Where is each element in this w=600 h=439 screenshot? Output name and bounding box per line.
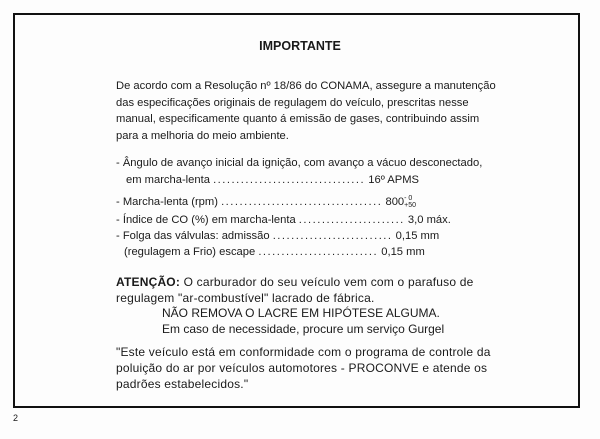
spec-co-value: 3,0 máx. (407, 214, 451, 226)
spec-idle-label: - Marcha-lenta (rpm) (116, 195, 218, 208)
page-title: IMPORTANTE (259, 39, 341, 53)
spec-ignition-line1: - Ângulo de avanço inicial da ignição, com avanço a vácuo desconectado, (116, 157, 483, 169)
spec-ignition-label: em marcha-lenta (126, 174, 210, 186)
warning-line-2: Em caso de necessidade, procure um serviço Gurgel (162, 322, 445, 336)
spec-ignition-line2 (126, 174, 419, 186)
spec-valve-value: 0,15 mm (395, 230, 440, 242)
spec-exhaust-value: 0,15 mm (381, 246, 425, 258)
warning-text: O carburador do seu veículo vem com o parafuso de regulagem "ar-combustível" lacrado de fábrica. (116, 275, 474, 305)
spec-valve-row (116, 230, 439, 242)
spec-idle-row (116, 195, 416, 209)
spec-valve-dots: .......................... (272, 230, 393, 242)
spec-idle-dots: ................................... (221, 195, 383, 208)
spec-idle-tolerance (404, 195, 416, 209)
intro-paragraph: De acordo com a Resolução nº 18/86 do CONAMA, assegure a manutenção das especificações originais de regulagem do veículo, prescritas nesse manual, especificamente quanto á emissão de gases, contribuindo assim para a melhoria do meio ambiente. (116, 80, 496, 142)
spec-valve-label: - Folga das válvulas: admissão (116, 230, 270, 242)
spec-co-label: - Índice de CO (%) em marcha-lenta (116, 214, 296, 226)
proconve-quote: "Este veículo está em conformidade com o programa de controle da poluição do ar por veículos automotores - PROCONVE e atende os padrões estabelecidos." (116, 345, 491, 391)
warning-line-1: NÃO REMOVA O LACRE EM HIPÓTESE ALGUMA. (162, 306, 440, 320)
warning-label: ATENÇÃO: (116, 275, 181, 289)
spec-ignition-value: 16º APMS (368, 174, 419, 186)
spec-idle-value: 800 (385, 195, 405, 208)
spec-co-dots: ....................... (298, 214, 405, 226)
spec-idle-tol-bottom: +50 (404, 202, 417, 209)
spec-exhaust-row (124, 246, 425, 258)
spec-co-row (116, 214, 451, 226)
spec-ignition-dots: ................................. (213, 174, 366, 186)
spec-exhaust-label: (regulagem a Frio) escape (124, 246, 256, 258)
spec-exhaust-dots: .......................... (258, 246, 379, 258)
page-number: 2 (13, 413, 19, 423)
warning-paragraph (116, 274, 496, 306)
spec-idle-tol-top: - 0 (404, 195, 413, 202)
